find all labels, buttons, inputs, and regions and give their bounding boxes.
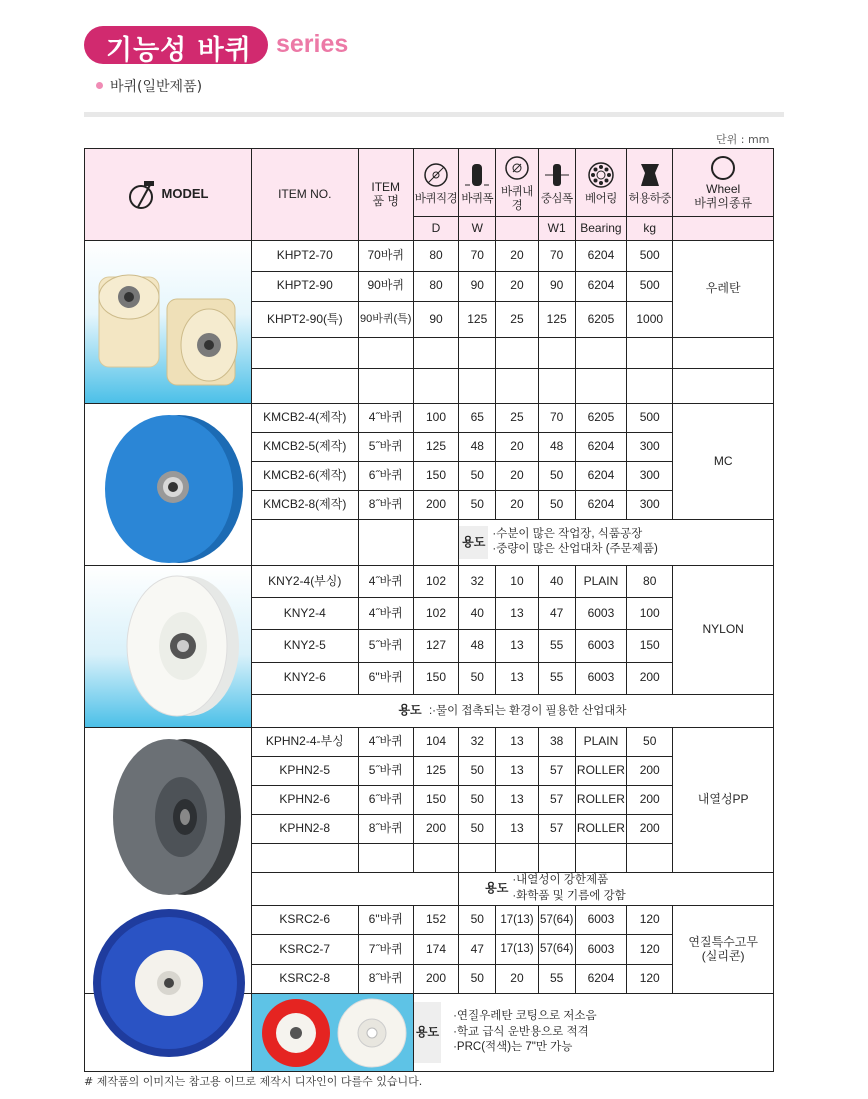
bullet-dot [96,82,103,89]
table-cell: 90바퀴 [358,271,413,302]
unit-d: D [413,217,458,241]
usage-tag: 용도 [485,881,509,896]
load-icon [636,161,664,189]
table-cell: 6204 [575,433,626,462]
table-cell: 150 [413,462,458,491]
table-cell: 38 [538,728,575,757]
usage-line: ·학교 급식 운반용으로 적격 [453,1025,589,1038]
table-cell: 7˝바퀴 [358,935,413,964]
empty-cell [413,844,458,873]
table-cell: 150 [413,662,458,694]
empty-cell [575,369,626,404]
urethane-wheel-photo [85,241,252,404]
table-cell: 70 [538,404,575,433]
table-cell: 90 [413,302,458,338]
table-cell: 104 [413,728,458,757]
empty-cell [673,337,774,369]
usage-line: ·수분이 많은 작업장, 식품공장 [492,527,643,540]
table-cell: 120 [627,906,673,935]
diameter-header [413,149,458,217]
usage-tag: 용도 [414,1002,441,1064]
table-cell: 6003 [575,662,626,694]
table-cell: 50 [459,662,496,694]
model-label: MODEL [161,186,209,202]
table-cell: KNY2-5 [251,630,358,662]
table-cell: KNY2-4(부싱) [251,566,358,598]
table-cell: 200 [627,786,673,815]
table-cell: 4˝바퀴 [358,728,413,757]
table-cell: KMCB2-4(제작) [251,404,358,433]
blue-rubber-wheel-image [85,905,251,1075]
empty-cell [358,520,413,566]
mc-wheel-photo [85,404,252,566]
table-cell: 47 [538,598,575,630]
table-cell: 200 [627,757,673,786]
caster-icon [128,179,158,211]
inner-dia-header [496,149,538,217]
rubber-variants-image [252,995,412,1071]
table-cell: 6˝바퀴 [358,786,413,815]
table-cell: 80 [627,566,673,598]
table-cell: 100 [627,598,673,630]
empty-cell [538,337,575,369]
table-cell: 17(13) [496,906,538,935]
item-name-header [358,149,413,241]
usage-line: :·물이 접촉되는 환경이 필용한 산업대차 [428,704,627,717]
table-cell: KSRC2-7 [251,935,358,964]
table-cell: 5˝바퀴 [358,757,413,786]
empty-cell [538,844,575,873]
item-no-header: ITEM NO. [251,149,358,241]
table-cell: PLAIN [575,728,626,757]
usage-tag: 용도 [459,526,488,560]
table-cell: 90 [538,271,575,302]
table-cell: 55 [538,662,575,694]
empty-cell [251,873,458,906]
table-cell: 1000 [627,302,673,338]
table-cell: 20 [496,491,538,520]
table-cell: ROLLER [575,815,626,844]
width-label: 바퀴폭 [461,192,494,205]
table-cell: 120 [627,935,673,964]
empty-cell [496,369,538,404]
table-cell: 20 [496,241,538,272]
table-cell: 70바퀴 [358,241,413,272]
table-cell: 50 [459,964,496,993]
table-cell: 57 [538,757,575,786]
table-cell: KHPT2-90(특) [251,302,358,338]
table-cell: 50 [459,491,496,520]
table-cell: 17(13) [496,935,538,964]
table-cell: 4˝바퀴 [358,598,413,630]
wheel-type-header [673,149,774,217]
table-cell: KSRC2-6 [251,906,358,935]
table-cell: 125 [413,757,458,786]
empty-cell [575,337,626,369]
table-cell: 13 [496,815,538,844]
wheel-type-rubber [673,906,774,994]
table-cell: 13 [496,630,538,662]
wheel-type-header-1: Wheel [706,181,741,196]
bearing-label: 베어링 [585,192,617,205]
empty-cell [413,369,458,404]
table-cell: 6"바퀴 [358,906,413,935]
empty-cell [413,520,458,566]
table-cell: 6204 [575,271,626,302]
table-cell: 6003 [575,906,626,935]
table-cell: 50 [459,757,496,786]
table-cell: 500 [627,404,673,433]
table-cell: 48 [459,630,496,662]
table-cell: 6"바퀴 [358,662,413,694]
table-cell: 100 [413,404,458,433]
table-cell: 25 [496,404,538,433]
empty-cell [575,844,626,873]
table-cell: 80 [413,241,458,272]
table-cell: 70 [538,241,575,272]
table-cell: 200 [413,491,458,520]
table-cell: 32 [459,566,496,598]
empty-cell [251,844,358,873]
rubber-variants-photo [251,994,413,1072]
table-cell: 50 [538,462,575,491]
table-cell: 300 [627,433,673,462]
table-cell: 120 [627,964,673,993]
table-cell: 90바퀴(특) [358,302,413,338]
table-cell: 150 [413,786,458,815]
table-cell: 6205 [575,302,626,338]
inner-dia-label: 바퀴내경 [501,186,533,212]
center-width-icon [543,161,571,189]
table-cell: KMCB2-6(제작) [251,462,358,491]
title-pill [84,26,268,64]
nylon-wheel-photo [85,566,252,728]
wheel-icon [710,155,736,181]
model-header [85,149,252,241]
table-cell: 6204 [575,964,626,993]
table-cell: 57 [538,815,575,844]
unit-id [496,217,538,241]
table-cell: 6204 [575,462,626,491]
table-cell: 5˝바퀴 [358,433,413,462]
empty-cell [251,369,358,404]
usage-line: ·내열성이 강한제품 [512,874,609,887]
table-cell: 50 [459,462,496,491]
table-cell: 20 [496,271,538,302]
page-title: 기능성 바퀴 [106,35,252,66]
empty-cell [459,844,496,873]
table-cell: 40 [459,598,496,630]
empty-cell [459,337,496,369]
table-cell: 300 [627,491,673,520]
table-cell: 57(64) [538,906,575,935]
table-cell: 174 [413,935,458,964]
usage-mc [459,520,774,566]
table-cell: 8˝바퀴 [358,491,413,520]
table-cell: 48 [538,433,575,462]
table-cell: 55 [538,630,575,662]
table-cell: 80 [413,271,458,302]
empty-cell [251,520,358,566]
empty-cell [358,844,413,873]
table-cell: 13 [496,598,538,630]
wheel-type-nylon: NYLON [673,566,774,695]
table-cell: 8˝바퀴 [358,815,413,844]
table-cell: 200 [413,815,458,844]
bearing-icon [587,161,615,189]
table-cell: 200 [627,815,673,844]
table-cell: 65 [459,404,496,433]
table-cell: 200 [627,662,673,694]
table-cell: 6003 [575,935,626,964]
table-cell: 40 [538,566,575,598]
empty-cell [673,369,774,404]
empty-cell [627,369,673,404]
table-cell: 20 [496,964,538,993]
wheel-type-rubber-2: (실리콘) [701,948,745,963]
table-cell: KNY2-6 [251,662,358,694]
table-cell: 300 [627,462,673,491]
table-cell: 50 [459,815,496,844]
table-cell: 25 [496,302,538,338]
table-cell: 47 [459,935,496,964]
table-cell: KPHN2-8 [251,815,358,844]
table-cell: 127 [413,630,458,662]
inner-diameter-icon [503,154,531,182]
table-cell: KPHN2-5 [251,757,358,786]
table-cell: KHPT2-90 [251,271,358,302]
pp-wheel-photo [85,728,252,906]
diameter-label: 바퀴직경 [414,192,458,205]
empty-cell [459,369,496,404]
urethane-wheel-image [85,241,251,403]
table-cell: 152 [413,906,458,935]
table-cell: 10 [496,566,538,598]
unit-bearing: Bearing [575,217,626,241]
table-cell: 20 [496,433,538,462]
table-cell: 55 [538,964,575,993]
table-cell: 20 [496,462,538,491]
table-cell: 8˝바퀴 [358,964,413,993]
table-cell: KMCB2-8(제작) [251,491,358,520]
wheel-type-rubber-1: 연질특수고무 [688,934,758,949]
usage-pp [459,873,774,906]
usage-line: ·PRC(적색)는 7"만 가능 [453,1041,573,1054]
usage-nylon [251,694,773,727]
load-label: 허용하중 [628,192,671,205]
table-cell: KSRC2-8 [251,964,358,993]
bearing-header [575,149,626,217]
table-cell: 50 [459,786,496,815]
table-cell: 50 [538,491,575,520]
table-cell: KMCB2-5(제작) [251,433,358,462]
table-cell: 57(64) [538,935,575,964]
usage-tag: 용도 [398,702,422,717]
table-cell: 32 [459,728,496,757]
table-cell: 102 [413,566,458,598]
table-cell: KPHN2-6 [251,786,358,815]
wheel-type-pp: 내열성PP [673,728,774,873]
table-cell: 5˝바퀴 [358,630,413,662]
empty-cell [496,337,538,369]
table-cell: 50 [627,728,673,757]
table-cell: KHPT2-70 [251,241,358,272]
usage-line: ·중량이 많은 산업대차 (주문제품) [492,543,658,556]
empty-cell [627,844,673,873]
unit-kg: kg [627,217,673,241]
empty-cell [358,337,413,369]
footnote: # 제작품의 이미지는 참고용 이므로 제작시 디자인이 다를수 있습니다. [84,1075,423,1088]
table-cell: 200 [413,964,458,993]
table-cell: 13 [496,786,538,815]
usage-line: ·화학품 및 기름에 강함 [512,890,626,902]
empty-cell [358,369,413,404]
item-name-header-2: 품 명 [372,193,399,208]
subtitle: 바퀴(일반제품) [110,79,203,95]
table-cell: 4˝바퀴 [358,566,413,598]
unit-w: W [459,217,496,241]
table-cell: 57 [538,786,575,815]
table-cell: ROLLER [575,757,626,786]
nylon-wheel-image [85,566,251,727]
center-width-header [538,149,575,217]
table-cell: 13 [496,728,538,757]
table-cell: 6204 [575,241,626,272]
table-cell: 102 [413,598,458,630]
unit-label: 단위 : mm [716,133,770,146]
item-name-header-1: ITEM [371,179,401,194]
table-cell: 13 [496,757,538,786]
title-series: series [276,30,349,58]
width-icon [463,161,491,189]
divider [84,112,784,117]
table-cell: 90 [459,271,496,302]
usage-line: ·연질우레탄 코팅으로 저소음 [453,1010,597,1023]
unit-w1: W1 [538,217,575,241]
center-width-label: 중심폭 [540,192,573,205]
table-cell: 48 [459,433,496,462]
wheel-type-header-2: 바퀴의종류 [694,195,753,210]
wheel-type-urethane: 우레탄 [673,241,774,338]
table-cell: 6003 [575,630,626,662]
table-cell: 6˝바퀴 [358,462,413,491]
width-header [459,149,496,217]
empty-cell [251,337,358,369]
table-cell: 6205 [575,404,626,433]
load-header [627,149,673,217]
empty-cell [413,337,458,369]
table-cell: 13 [496,662,538,694]
table-cell: 50 [459,906,496,935]
table-cell: KNY2-4 [251,598,358,630]
table-cell: 6204 [575,491,626,520]
table-cell: 125 [538,302,575,338]
table-cell: ROLLER [575,786,626,815]
empty-cell [627,337,673,369]
mc-wheel-image [85,405,251,565]
table-cell: PLAIN [575,566,626,598]
table-cell: 70 [459,241,496,272]
table-cell: 500 [627,271,673,302]
unit-type [673,217,774,241]
table-cell: KPHN2-4-부싱 [251,728,358,757]
table-cell: 4˝바퀴 [358,404,413,433]
empty-cell [496,844,538,873]
pp-wheel-image [85,729,251,905]
wheel-type-mc: MC [673,404,774,520]
table-cell: 150 [627,630,673,662]
table-cell: 6003 [575,598,626,630]
table-cell: 500 [627,241,673,272]
diameter-icon [422,161,450,189]
usage-rubber [413,994,773,1072]
table-cell: 125 [459,302,496,338]
table-cell: 125 [413,433,458,462]
empty-cell [538,369,575,404]
